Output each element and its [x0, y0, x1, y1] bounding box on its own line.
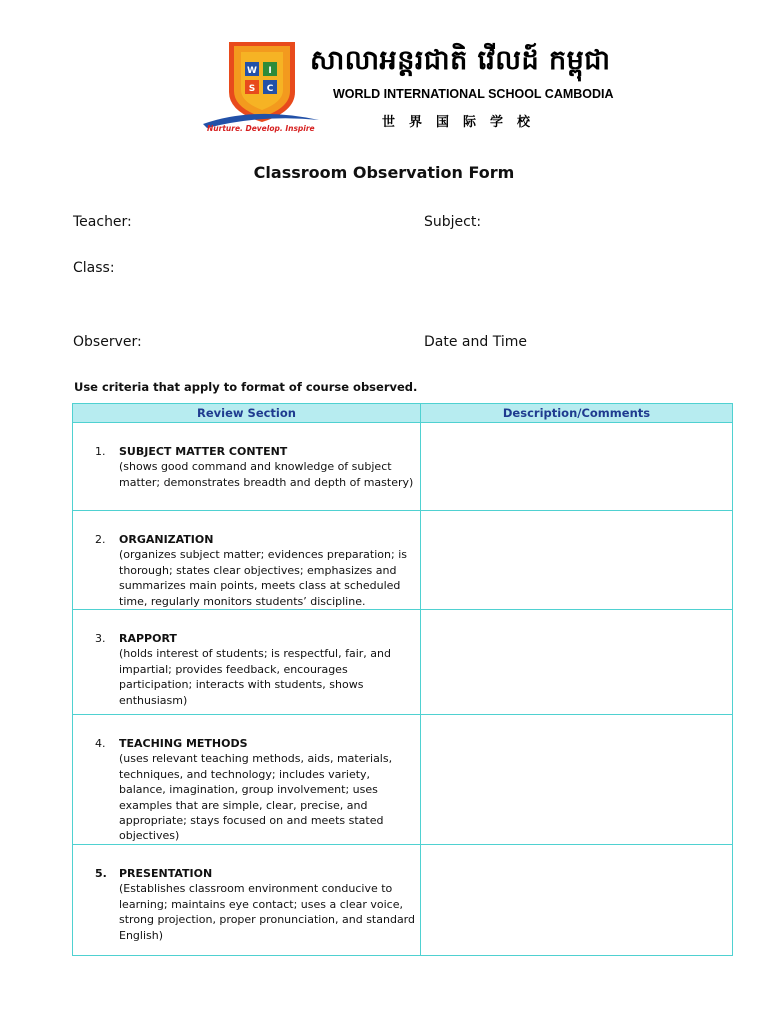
comments-cell[interactable] [421, 511, 733, 610]
table-row [73, 844, 733, 955]
table-row [73, 511, 733, 610]
school-name-chinese: 世界国际学校 [382, 115, 545, 130]
comments-cell[interactable] [421, 423, 733, 511]
observation-table [72, 403, 733, 956]
item-title: RAPPORT [119, 632, 177, 646]
form-title: Classroom Observation Form [253, 163, 515, 182]
review-cell [73, 610, 421, 715]
date-time-label: Date and Time [424, 334, 527, 350]
item-number: 1. [95, 445, 106, 458]
item-number: 3. [95, 632, 106, 646]
logo-letter-w: W [247, 66, 257, 76]
class-label: Class: [73, 260, 115, 276]
item-number: 4. [95, 737, 106, 751]
item-description: (Establishes classroom environment conducive to learning; maintains eye contact; uses a clear voice, strong projection, proper pronunciation, and standard English) [119, 882, 415, 942]
school-logo [193, 40, 325, 134]
logo-tagline: Nurture. Develop. Inspire [207, 124, 315, 133]
table-row [73, 610, 733, 715]
header-description-comments: Description/Comments [421, 404, 733, 423]
item-description: (holds interest of students; is respectful, fair, and impartial; provides feedback, encourages participation; interacts with students, shows enthusiasm) [119, 647, 391, 707]
review-cell [73, 715, 421, 845]
teacher-label: Teacher: [73, 214, 132, 230]
table-row [73, 423, 733, 511]
review-cell [73, 423, 421, 511]
comments-cell[interactable] [421, 844, 733, 955]
item-title: ORGANIZATION [119, 533, 214, 546]
table-header-row [73, 404, 733, 423]
school-name-khmer: សាលាអន្តរជាតិ វើលដ៍ កម្ពុជា [310, 45, 611, 76]
item-number: 5. [95, 866, 107, 880]
comments-cell[interactable] [421, 715, 733, 845]
observer-label: Observer: [73, 334, 142, 350]
header-review-section: Review Section [73, 404, 421, 423]
item-number: 2. [95, 533, 106, 546]
item-description: (organizes subject matter; evidences preparation; is thorough; states clear objectives; emphasizes and summarizes main points, meets class at scheduled time, regularly monitors students’ discipline. [119, 548, 407, 608]
item-description: (shows good command and knowledge of subject matter; demonstrates breadth and depth of mastery) [119, 460, 414, 489]
comments-cell[interactable] [421, 610, 733, 715]
school-name-english: WORLD INTERNATIONAL SCHOOL CAMBODIA [333, 87, 614, 101]
subject-label: Subject: [424, 214, 482, 230]
item-title: PRESENTATION [119, 866, 213, 880]
logo-letter-c: C [266, 84, 274, 94]
item-title: TEACHING METHODS [119, 737, 248, 751]
review-cell [73, 844, 421, 955]
table-row [73, 715, 733, 845]
logo-letter-s: S [248, 84, 256, 94]
item-description: (uses relevant teaching methods, aids, materials, techniques, and technology; includes variety, balance, imagination, group involvement; uses examples that are simple, clear, precise, and appropriate; stays focused on and meets stated objectives) [119, 752, 393, 843]
logo-letter-i: I [268, 66, 272, 76]
instruction-text: Use criteria that apply to format of course observed. [74, 380, 418, 394]
review-cell [73, 511, 421, 610]
item-title: SUBJECT MATTER CONTENT [119, 445, 288, 458]
